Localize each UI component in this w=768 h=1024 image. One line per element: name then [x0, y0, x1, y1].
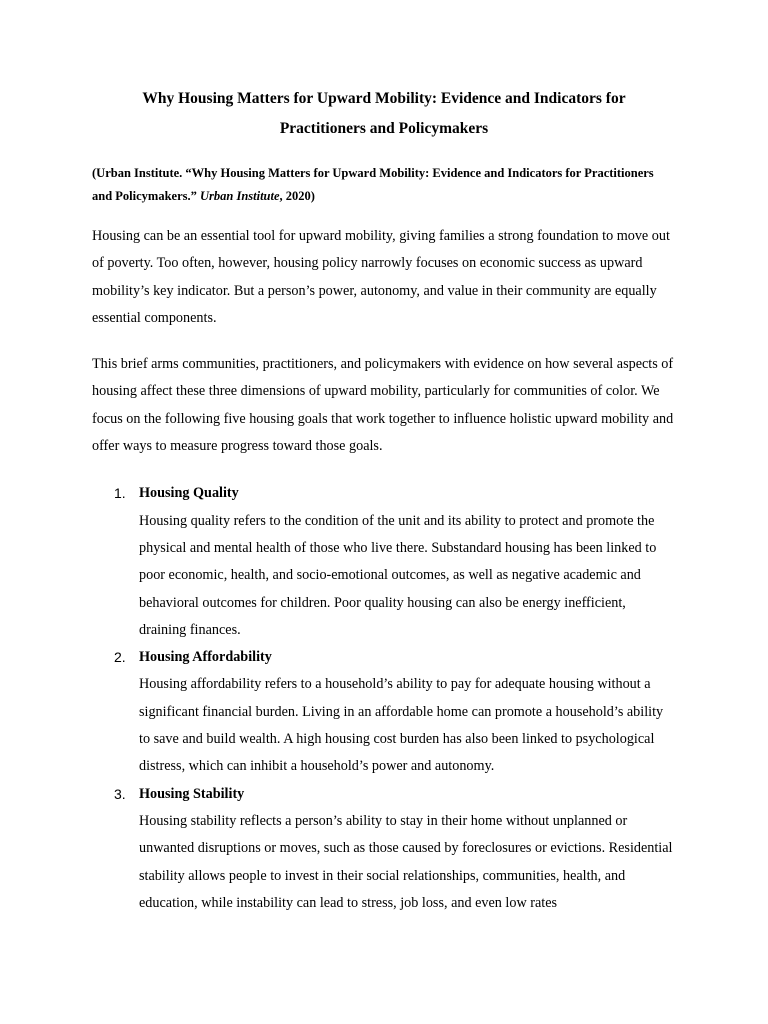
- housing-goals-list: [92, 480, 676, 917]
- list-item-description: Housing affordability refers to a household’s ability to pay for adequate housing without a significant financial burden. Living in an affordable home can promote a household’s ability to save and build wealth. A high housing cost burden has also been linked to psychological distress, which can inhibit a household’s power and autonomy.: [139, 676, 664, 775]
- list-item-number: 1.: [114, 485, 126, 502]
- list-item-number: 3.: [114, 785, 126, 802]
- citation-prefix: (Urban Institute. “Why Housing Matters for Upward Mobility: Evidence and Indicators for Practitioners and Policymakers.”: [92, 166, 654, 203]
- citation-source: Urban Institute: [199, 189, 280, 203]
- citation: [92, 162, 676, 208]
- list-item-title: Housing Affordability: [139, 649, 272, 666]
- list-item-housing-stability: [92, 781, 676, 917]
- citation-suffix: , 2020): [279, 189, 315, 203]
- list-item-number: 2.: [114, 649, 126, 666]
- list-item-description: Housing stability reflects a person’s ability to stay in their home without unplanned or unwanted disruptions or moves, such as those caused by foreclosures or evictions. Residential stability allows people to invest in their social relationships, communities, health, and education, while instability can lead to stress, job loss, and even low rates: [139, 812, 673, 911]
- brief-paragraph: This brief arms communities, practitioners, and policymakers with evidence on how several aspects of housing affect these three dimensions of upward mobility, particularly for communities of color. We focus on the following five housing goals that work together to influence holistic upward mobility and offer ways to measure progress toward those goals.: [92, 356, 674, 455]
- list-item-housing-affordability: [92, 644, 676, 780]
- intro-paragraph: Housing can be an essential tool for upward mobility, giving families a strong foundation to move out of poverty. Too often, however, housing policy narrowly focuses on economic success as upward mobility’s key indicator. But a person’s power, autonomy, and value in their community are equally essential components.: [92, 228, 670, 326]
- list-item-housing-quality: [92, 480, 676, 644]
- document-title: Why Housing Matters for Upward Mobility: Evidence and Indicators for Practitioners and Policymakers: [142, 90, 626, 137]
- list-item-description: Housing quality refers to the condition of the unit and its ability to protect and promote the physical and mental health of those who live there. Substandard housing has been linked to poor economic, health, and socio-emotional outcomes, as well as negative academic and behavioral outcomes for children. Poor quality housing can also be energy inefficient, draining finances.: [139, 512, 657, 638]
- list-item-title: Housing Quality: [139, 485, 239, 502]
- list-item-title: Housing Stability: [139, 785, 245, 802]
